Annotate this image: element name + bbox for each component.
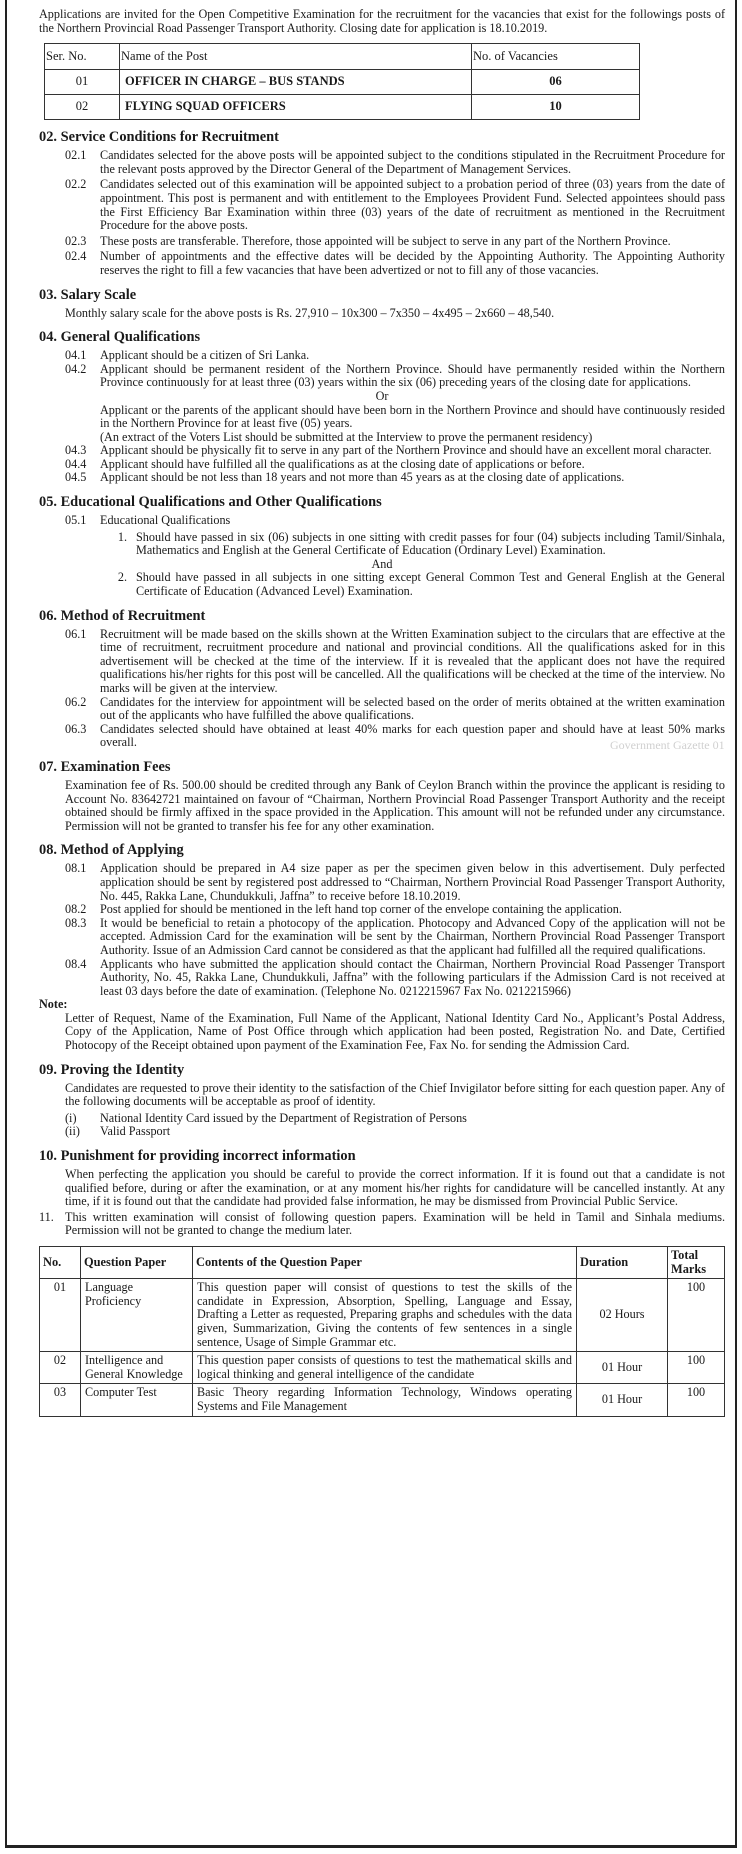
table-cell: 01 Hour: [577, 1352, 668, 1384]
list-item: [65, 862, 725, 903]
table-cell: This question paper consists of questions to test the mathematical skills and logical thinking and general intelligence of the candidate: [193, 1352, 577, 1384]
item-text: Post applied for should be mentioned in the left hand top corner of the envelope containing the application.: [100, 902, 622, 917]
question-papers-table: [39, 1246, 725, 1417]
table-cell: Computer Test: [81, 1384, 193, 1416]
fees-text: Examination fee of Rs. 500.00 should be credited through any Bank of Ceylon Branch within the province the applicant is residing to Account No. 83642721 maintained on favour of “Chairman, Northern Provincial Road Passenger Transport Authority and the receipt obtained should be firmly affixed in the space provided in the Application. This amount will not be refunded under any circumstance. Permission will not be granted to transfer his fee for any other examination.: [65, 777, 725, 833]
table-header-row: [45, 44, 640, 70]
list-item: [65, 903, 725, 917]
section-heading: 04. General Qualifications: [39, 329, 201, 346]
item-text: Applicant should be a citizen of Sri Lanka.: [100, 348, 310, 363]
item-text: Applicant should be physically fit to serve in any part of the Northern Province and should have an excellent moral character.: [100, 443, 712, 458]
item-number: (i): [65, 1110, 77, 1125]
list-item: [65, 628, 725, 696]
list-item: [65, 471, 725, 485]
item-text: Applicants who have submitted the application should contact the Chairman, Northern Provincial Road Passenger Transport Authority, No. 45, Rakka Lane, Chundukkuli, Jaffna” with the following particulars if the Admission Card is not received at least 03 days before the date of examination. (Telephone No. 0212215967 Fax No. 0212215966): [100, 956, 725, 998]
list-item: [65, 723, 725, 750]
item-number: 11.: [39, 1209, 54, 1224]
list-item: [65, 444, 725, 458]
table-header: Total Marks: [668, 1247, 725, 1279]
item-text: Should have passed in all subjects in one sitting except General Common Test and General English at the General Certificate of Education (Advanced Level) Examination.: [136, 570, 725, 599]
table-row: [45, 95, 640, 120]
table-header: No.: [40, 1247, 81, 1279]
item-text: It would be beneficial to retain a photocopy of the application. Photocopy and Advanced Copy of the application will not be accepted. Admission Card for the examination will be sent by the Chairman, Northern Provincial Road Passenger Transport Authority. Issue of an Admission Card cannot be considered as that the applicant had fulfilled all the required qualifications.: [100, 915, 725, 957]
table-cell: 100: [668, 1384, 725, 1416]
item-number: 08.3: [65, 915, 87, 930]
list-item: [65, 958, 725, 999]
table-cell: 10: [472, 95, 640, 120]
item-text: National Identity Card issued by the Department of Registration of Persons: [100, 1110, 467, 1125]
list-item: [65, 363, 725, 390]
item-number: 04.5: [65, 470, 87, 485]
item-text: Applicant should be not less than 18 years and not more than 45 years as at the closing date of applications.: [100, 470, 625, 485]
watermark-text: Government Gazette 01: [610, 738, 725, 752]
punishment-text: When perfecting the application you should be careful to provide the correct information. If it is found out that a candidate is not qualified before, during or after the examination, or at any moment his/her rights for candidature will be cancelled instantly. At any time, if it is found out that the candidate had provided false information, he may be dismissed from Provincial Public Service.: [65, 1167, 725, 1209]
list-item: [109, 571, 725, 598]
table-header: Name of the Post: [120, 44, 472, 70]
table-cell: FLYING SQUAD OFFICERS: [120, 95, 472, 120]
table-cell: Intelligence and General Knowledge: [81, 1352, 193, 1384]
table-row: [40, 1384, 725, 1416]
table-header: Contents of the Question Paper: [193, 1247, 577, 1279]
item-text: Should have passed in six (06) subjects in one sitting with credit passes for four (04) subjects including Tamil/Sinhala, Mathematics and English at the General Certificate of Education (Ordinary Level) Examination.: [136, 529, 725, 558]
table-cell: 01 Hour: [577, 1384, 668, 1416]
document-content: [39, 8, 725, 1417]
list-item: [65, 178, 725, 232]
and-text: And: [371, 556, 393, 571]
list-item: [65, 458, 725, 472]
table-header-row: [40, 1247, 725, 1279]
list-item: [65, 917, 725, 958]
item-text: Applicant should have fulfilled all the qualifications as at the closing date of applications or before.: [100, 456, 585, 471]
item-number: 06.3: [65, 721, 87, 736]
list-item: [65, 514, 725, 528]
table-cell: OFFICER IN CHARGE – BUS STANDS: [120, 70, 472, 95]
item-text: Candidates selected should have obtained at least 40% marks for each question paper and should have at least 50% marks overall.: [100, 721, 725, 750]
table-header: Duration: [577, 1247, 668, 1279]
table-cell: 06: [472, 70, 640, 95]
table-cell: 02 Hours: [577, 1279, 668, 1352]
table-cell: 02: [40, 1352, 81, 1384]
list-item: [65, 696, 725, 723]
table-cell: 03: [40, 1384, 81, 1416]
or-text: Or: [375, 388, 389, 403]
item-text: Educational Qualifications: [100, 513, 231, 528]
table-row: [40, 1352, 725, 1384]
item-number: 06.1: [65, 626, 87, 641]
item-number: 02.3: [65, 233, 87, 248]
section-heading: 08. Method of Applying: [39, 842, 184, 859]
salary-text: Monthly salary scale for the above posts is Rs. 27,910 – 10x300 – 7x350 – 4x495 – 2x660 – 48,540.: [65, 305, 555, 320]
item-number: 04.3: [65, 443, 87, 458]
item-text: Candidates for the interview for appointment will be selected based on the order of merits obtained at the written examination out of the applicants who have fulfilled the above qualifications.: [100, 694, 725, 723]
table-cell: 01: [40, 1279, 81, 1352]
item-number: 02.2: [65, 177, 87, 192]
table-cell: 100: [668, 1352, 725, 1384]
table-cell: 01: [45, 70, 120, 95]
intro-paragraph: Applications are invited for the Open Competitive Examination for the recruitment for the vacancies that exist for the followings posts of the Northern Provincial Road Passenger Transport Authority. Closing date for application is 18.10.2019.: [39, 7, 725, 35]
item-number: 04.2: [65, 361, 87, 376]
section-heading: 03. Salary Scale: [39, 286, 137, 303]
item-number: (ii): [65, 1124, 80, 1139]
item-text: Candidates selected out of this examination will be appointed subject to a probation period of three (03) years from the date of appointment. This post is permanent and with entitlement to the Employees Provident Fund. Selected appointees should pass the First Efficiency Bar Examination within three (03) years of the date of recruitment as mentioned in the Recruitment Procedure for the above posts.: [100, 177, 725, 233]
section-heading: 06. Method of Recruitment: [39, 607, 206, 624]
table-row: [40, 1279, 725, 1352]
item-number: 08.1: [65, 861, 87, 876]
list-item: [65, 149, 725, 176]
table-header: Ser. No.: [45, 44, 120, 70]
item-number: 02.1: [65, 148, 87, 163]
item-number: 08.4: [65, 956, 87, 971]
item-number: 02.4: [65, 249, 87, 264]
list-item: [65, 250, 725, 277]
item-text: (An extract of the Voters List should be submitted at the Interview to prove the permanent residency): [100, 429, 593, 444]
item-number: 04.4: [65, 456, 87, 471]
section-heading: 02. Service Conditions for Recruitment: [39, 129, 279, 146]
note-block: [39, 997, 725, 1053]
item-number: 04.1: [65, 348, 87, 363]
item-text: Recruitment will be made based on the skills shown at the Written Examination subject to the circulars that are effective at the time of recruitment, recruitment procedure and national and provincial conditions. All the qualifications asked for in this advertisement will be checked at the time of the interview. If it is revealed that the applicant does not have the required qualifications his/her rights for this post will be cancelled. All the qualifications will be checked at the time of the interview. No marks will be given at the interview.: [100, 626, 725, 695]
table-row: [45, 70, 640, 95]
item-text: Valid Passport: [100, 1124, 171, 1139]
list-item: [65, 1125, 725, 1139]
item-number: 1.: [117, 529, 127, 544]
posts-table: [44, 43, 640, 120]
item-number: 05.1: [65, 513, 87, 528]
table-header: No. of Vacancies: [472, 44, 640, 70]
section-heading: 09. Proving the Identity: [39, 1061, 185, 1078]
table-cell: 100: [668, 1279, 725, 1352]
section-heading: 05. Educational Qualifications and Other Qualifications: [39, 494, 382, 511]
list-item: [65, 1112, 725, 1126]
note-text: Letter of Request, Name of the Examination, Full Name of the Applicant, National Identity Card No., Applicant’s Postal Address, Copy of the Application, Name of Post Office through which application had been posted, Registration No. and Date, Certified Photocopy of the Receipt obtained upon payment of the Examination Fee, Fax No. for sending the Admission Card.: [65, 1010, 725, 1053]
table-cell: Basic Theory regarding Information Technology, Windows operating Systems and File Management: [193, 1384, 577, 1416]
item-text: Applicant should be permanent resident of the Northern Province. Should have permanently resided within the Northern Province continuously for at least three (03) years within the six (06) preceding years of the closing date for applications.: [100, 361, 725, 390]
table-cell: Language Proficiency: [81, 1279, 193, 1352]
list-item: [39, 1211, 725, 1238]
gazette-page: [5, 0, 737, 1848]
item-text: Candidates selected for the above posts will be appointed subject to the conditions stipulated in the Recruitment Procedure for the relevant posts approved by the Director General of the Department of Management Services.: [100, 148, 725, 176]
table-cell: This question paper will consist of questions to test the skills of the candidate in Expression, Absorption, Spelling, Language and Essay, Drafting a Letter as requested, Preparing graphs and schedules with the data given, Summarization, Giving the contents of few sentences in a single sentence, Usage of Simple Grammar etc.: [193, 1279, 577, 1352]
item-text: This written examination will consist of following question papers. Examination will be held in Tamil and Sinhala mediums. Permission will not be granted to change the medium later.: [65, 1209, 725, 1238]
note-label: Note:: [39, 997, 68, 1012]
item-number: 06.2: [65, 694, 87, 709]
section-heading: 10. Punishment for providing incorrect information: [39, 1148, 356, 1165]
list-item: [65, 349, 725, 363]
list-item: [65, 235, 725, 249]
item-text: Application should be prepared in A4 size paper as per the specimen given below in this advertisement. Duly perfected application should be sent by registered post addressed to “Chairman, Northern Provincial Road Passenger Transport Authority, No. 445, Rakka Lane, Chundukkuli, Jaffna” to receive before 18.10.2019.: [100, 861, 725, 903]
section-heading: 07. Examination Fees: [39, 758, 171, 775]
identity-text: Candidates are requested to prove their identity to the satisfaction of the Chief Invigilator before sitting for each question paper. Any of the following documents will be acceptable as proof of identity.: [65, 1080, 725, 1109]
item-number: 08.2: [65, 902, 87, 917]
table-cell: 02: [45, 95, 120, 120]
item-text: Number of appointments and the effective dates will be decided by the Appointing Authority. The Appointing Authority reserves the right to fill a few vacancies that have been advertized or not to fill any of those vacancies.: [100, 249, 725, 277]
item-text: These posts are transferable. Therefore, those appointed will be subject to serve in any part of the Northern Province.: [100, 233, 671, 248]
item-number: 2.: [117, 570, 127, 585]
item-text: Applicant or the parents of the applicant should have been born in the Northern Province and should have continuously resided in the Northern Province for at least five (05) years.: [100, 402, 725, 431]
table-header: Question Paper: [81, 1247, 193, 1279]
list-item: [109, 531, 725, 558]
